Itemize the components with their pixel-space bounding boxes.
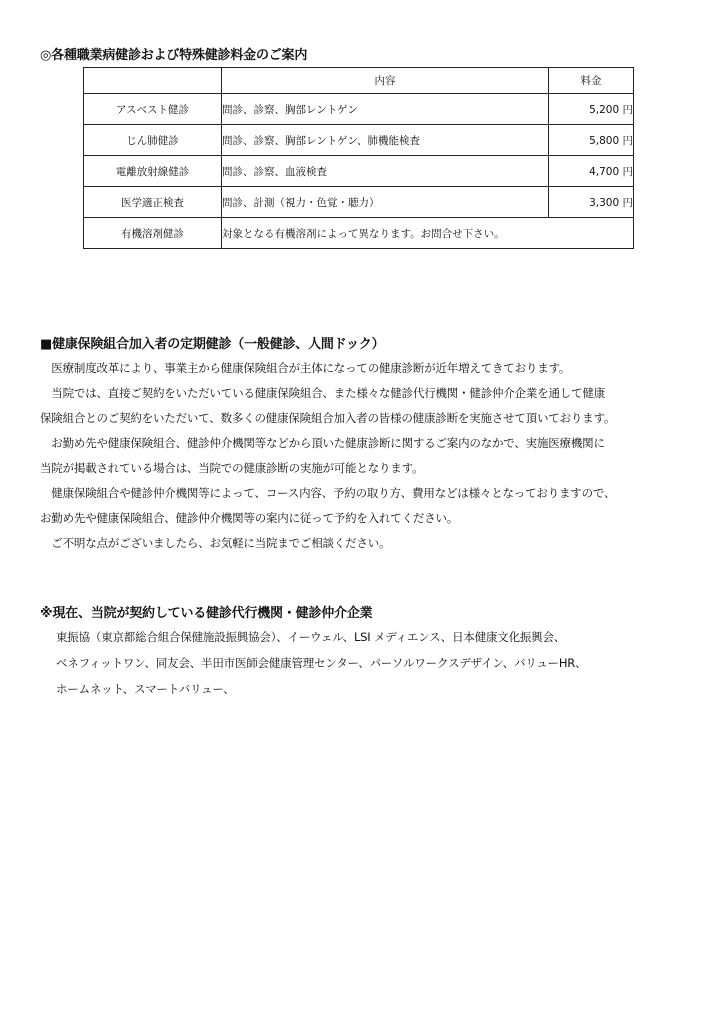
table-row bbox=[84, 218, 634, 249]
agency-list-line: 東振協（東京都総合組合保健施設振興協会）、イーウェル、LSI メディエンス、日本健康文化振興会、 bbox=[56, 630, 566, 644]
exam-price-cell: 5,200 円 bbox=[549, 94, 634, 125]
table-row bbox=[84, 94, 634, 125]
header-content-cell: 内容 bbox=[222, 68, 549, 94]
exam-content-cell: 問診、診察、胸部レントゲン、肺機能検査 bbox=[222, 125, 549, 156]
table-row bbox=[84, 125, 634, 156]
exam-name-cell: じん肺健診 bbox=[84, 125, 222, 156]
fee-table bbox=[83, 67, 634, 249]
table-header-row bbox=[84, 68, 634, 94]
exam-name-cell: 電離放射線健診 bbox=[84, 156, 222, 187]
insurance-checkup-heading: ■健康保険組合加入者の定期健診（一般健診、人間ドック） bbox=[40, 337, 385, 352]
paragraph-line: 保険組合とのご契約をいただいて、数多くの健康保険組合加入者の皆様の健康診断を実施させて頂いております。 bbox=[40, 411, 616, 425]
exam-name-cell: アスベスト健診 bbox=[84, 94, 222, 125]
header-name-cell bbox=[84, 68, 222, 94]
exam-name-cell: 有機溶剤健診 bbox=[84, 218, 222, 249]
exam-content-cell: 問診、診察、胸部レントゲン bbox=[222, 94, 549, 125]
paragraph-line: お勤め先や健康保険組合、健診仲介機関等などから頂いた健康診断に関するご案内のなかで、実施医療機関に bbox=[40, 436, 605, 450]
header-price-cell: 料金 bbox=[549, 68, 634, 94]
agency-list-line: ベネフィットワン、同友会、半田市医師会健康管理センター、パーソルワークスデザイン、バリューHR、 bbox=[56, 656, 587, 670]
table-row bbox=[84, 156, 634, 187]
exam-price-cell: 4,700 円 bbox=[549, 156, 634, 187]
exam-price-cell: 3,300 円 bbox=[549, 187, 634, 218]
agency-list-line: ホームネット、スマートバリュー、 bbox=[56, 682, 235, 696]
fee-guide-heading: ◎各種職業病健診および特殊健診料金のご案内 bbox=[40, 48, 308, 63]
table-row bbox=[84, 187, 634, 218]
paragraph-line: 当院が掲載されている場合は、当院での健康診断の実施が可能となります。 bbox=[40, 461, 424, 475]
exam-content-cell: 問診、診察、血液検査 bbox=[222, 156, 549, 187]
contracted-agencies-heading: ※現在、当院が契約している健診代行機関・健診仲介企業 bbox=[40, 606, 373, 621]
paragraph-line: 健康保険組合や健診仲介機関等によって、コース内容、予約の取り方、費用などは様々となっておりますので、 bbox=[40, 486, 616, 500]
paragraph-line: お勤め先や健康保険組合、健診仲介機関等の案内に従って予約を入れてください。 bbox=[40, 511, 459, 525]
exam-content-cell: 問診、計測（視力・色覚・聴力） bbox=[222, 187, 549, 218]
exam-price-cell: 5,800 円 bbox=[549, 125, 634, 156]
paragraph-line: 医療制度改革により、事業主から健康保険組合が主体になっての健康診断が近年増えてきております。 bbox=[40, 361, 571, 375]
paragraph-line: 当院では、直接ご契約をいただいている健康保険組合、また様々な健診代行機関・健診仲介企業を通して健康 bbox=[40, 386, 605, 400]
exam-name-cell: 医学適正検査 bbox=[84, 187, 222, 218]
exam-content-cell: 対象となる有機溶剤によって異なります。お問合せ下さい。 bbox=[222, 218, 634, 249]
paragraph-line: ご不明な点がございましたら、お気軽に当院までご相談ください。 bbox=[40, 536, 391, 550]
